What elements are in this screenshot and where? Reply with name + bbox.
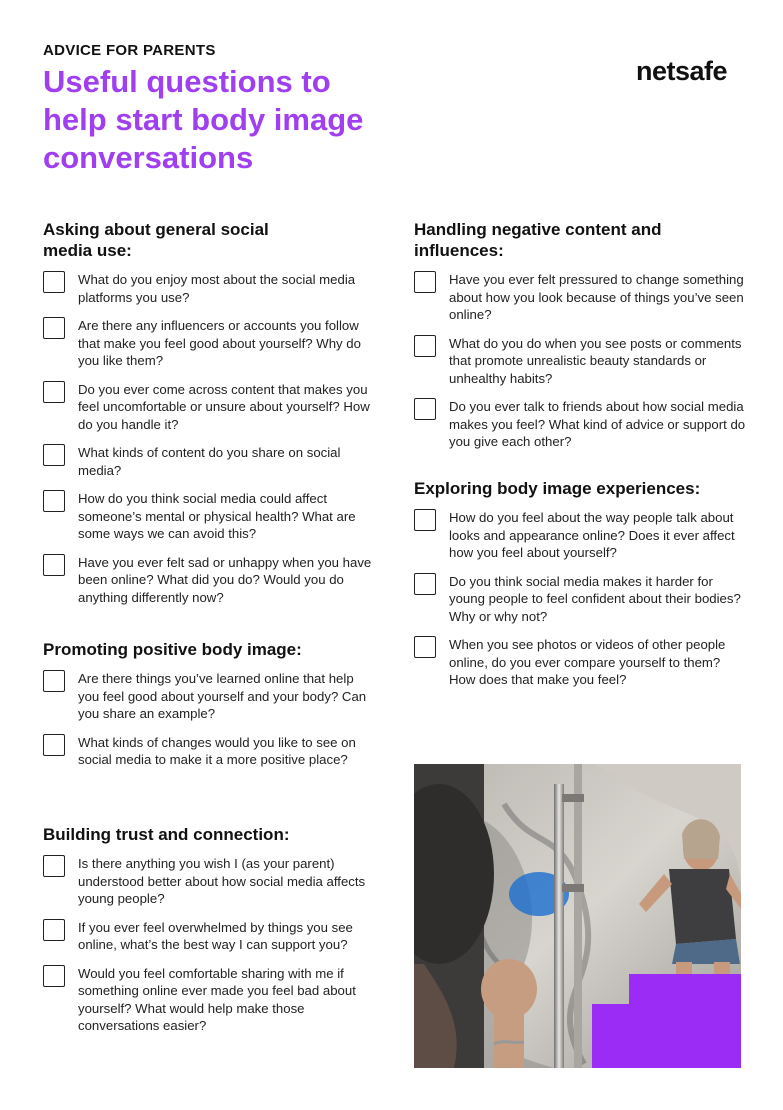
checkbox[interactable]	[43, 381, 65, 403]
checkbox[interactable]	[414, 509, 436, 531]
question-text: Have you ever felt pressured to change something about how you look because of things you’ve seen online?	[449, 272, 744, 322]
question-text: What kinds of content do you share on social media?	[78, 445, 341, 478]
question-item	[43, 554, 378, 607]
question-item	[43, 734, 378, 769]
question-item	[43, 670, 378, 723]
question-item	[414, 398, 749, 451]
question-item	[414, 335, 749, 388]
checkbox[interactable]	[43, 317, 65, 339]
question-text: Would you feel comfortable sharing with me if something online ever made you feel bad about yourself? What would help make those conversations easier?	[78, 965, 356, 1033]
mirror-photo	[414, 764, 741, 1068]
question-text: What do you do when you see posts or comments that promote unrealistic beauty standards or unhealthy habits?	[449, 335, 742, 386]
checkbox[interactable]	[43, 734, 65, 756]
question-text: What kinds of changes would you like to see on social media to make it a more positive place?	[78, 734, 356, 767]
section-negative-content	[414, 219, 749, 462]
question-text: How do you think social media could affect someone’s mental or physical health? What are some ways we can avoid this?	[78, 491, 356, 541]
question-item	[414, 573, 749, 626]
question-item	[43, 490, 378, 543]
question-item	[43, 381, 378, 434]
question-text: Do you think social media makes it harder for young people to feel confident about their bodies? Why or why not?	[449, 573, 741, 624]
checkbox[interactable]	[43, 670, 65, 692]
title-line: conversations	[43, 140, 254, 175]
section-heading: Exploring body image experiences:	[414, 479, 701, 498]
question-item	[414, 509, 749, 562]
checkbox[interactable]	[43, 965, 65, 987]
checkbox[interactable]	[43, 444, 65, 466]
section-heading: Handling negative content and influences:	[414, 220, 662, 260]
checkbox[interactable]	[43, 554, 65, 576]
checkbox[interactable]	[43, 271, 65, 293]
checkbox[interactable]	[43, 919, 65, 941]
section-heading: Building trust and connection:	[43, 825, 290, 844]
page-title	[43, 63, 423, 177]
question-item	[43, 919, 378, 954]
question-text: Have you ever felt sad or unhappy when you have been online? What did you do? Would you do anything differently now?	[78, 554, 372, 605]
question-text: What do you enjoy most about the social media platforms you use?	[78, 272, 356, 305]
section-trust-connection	[43, 824, 378, 1046]
question-text: If you ever feel overwhelmed by things you see online, what’s the best way I can support you?	[78, 919, 353, 952]
section-general-social-media	[43, 219, 378, 617]
checkbox[interactable]	[43, 490, 65, 512]
checkbox[interactable]	[43, 855, 65, 877]
checkbox[interactable]	[414, 271, 436, 293]
section-heading: Promoting positive body image:	[43, 640, 302, 659]
question-item	[414, 636, 749, 689]
question-text: When you see photos or videos of other people online, do you ever compare yourself to them? How does that make you feel?	[449, 637, 726, 687]
title-line: help start body image	[43, 102, 364, 137]
section-body-image-experiences	[414, 478, 749, 700]
question-item	[43, 965, 378, 1035]
question-text: Is there anything you wish I (as your parent) understood better about how social media affects young people?	[78, 856, 366, 906]
question-text: How do you feel about the way people talk about looks and appearance online? Does it ever affect how you feel about yourself?	[449, 510, 735, 560]
checkbox[interactable]	[414, 398, 436, 420]
checkbox[interactable]	[414, 573, 436, 595]
question-item	[43, 444, 378, 479]
eyebrow-label: ADVICE FOR PARENTS	[43, 42, 216, 59]
checkbox[interactable]	[414, 636, 436, 658]
question-text: Do you ever come across content that makes you feel uncomfortable or unsure about yourself? How do you handle it?	[78, 381, 370, 432]
question-text: Do you ever talk to friends about how social media makes you feel? What kind of advice or support do you give each other?	[449, 399, 746, 449]
question-item	[43, 855, 378, 908]
question-text: Are there things you’ve learned online that help you feel good about yourself and your body? Can you share an example?	[78, 671, 367, 721]
section-heading: Asking about general social media use:	[43, 220, 269, 260]
question-item	[43, 317, 378, 370]
section-positive-body-image	[43, 639, 378, 780]
question-item	[43, 271, 378, 306]
checkbox[interactable]	[414, 335, 436, 357]
question-text: Are there any influencers or accounts you follow that make you feel good about yourself? Why do you like them?	[78, 318, 361, 368]
netsafe-logo: netsafe	[636, 56, 728, 86]
title-line: Useful questions to	[43, 64, 331, 99]
question-item	[414, 271, 749, 324]
